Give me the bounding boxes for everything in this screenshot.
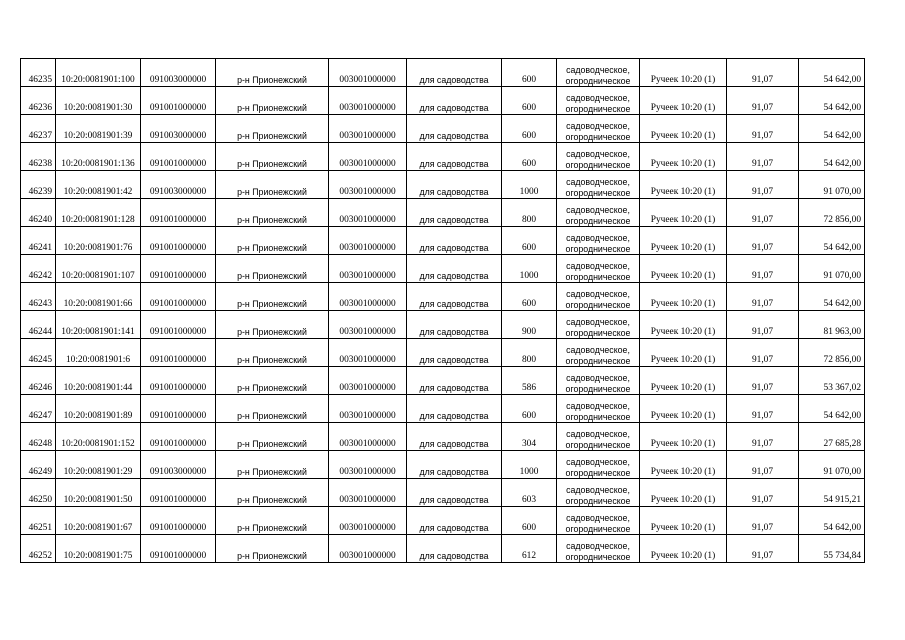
zone-cell: Ручеек 10:20 (1) (640, 339, 727, 367)
purpose-line-2: огородническое (565, 159, 631, 170)
usage-cell: для садоводства (407, 451, 502, 479)
purpose-cell (557, 283, 640, 311)
zone-cell: Ручеек 10:20 (1) (640, 171, 727, 199)
district-cell: р-н Прионежский (216, 535, 329, 563)
usage-cell: для садоводства (407, 171, 502, 199)
row-number-cell: 46243 (21, 283, 56, 311)
row-number-cell: 46246 (21, 367, 56, 395)
purpose-line-2: огородническое (565, 439, 631, 450)
purpose-cell (557, 423, 640, 451)
district-cell: р-н Прионежский (216, 451, 329, 479)
zone-cell: Ручеек 10:20 (1) (640, 507, 727, 535)
specific-value-cell: 91,07 (727, 311, 799, 339)
cadastral-number-cell: 10:20:0081901:141 (56, 311, 141, 339)
zone-cell: Ручеек 10:20 (1) (640, 255, 727, 283)
oktmo-code-cell: 091001000000 (141, 87, 216, 115)
area-cell: 1000 (502, 171, 557, 199)
oktmo-code-cell: 091001000000 (141, 199, 216, 227)
usage-cell: для садоводства (407, 339, 502, 367)
oktmo-code-cell: 091001000000 (141, 255, 216, 283)
area-cell: 586 (502, 367, 557, 395)
area-cell: 603 (502, 479, 557, 507)
area-cell: 600 (502, 227, 557, 255)
district-cell: р-н Прионежский (216, 479, 329, 507)
purpose-line-1: садоводческое, (566, 65, 630, 75)
table-row (21, 507, 865, 535)
purpose-line-2: огородническое (565, 551, 631, 562)
purpose-cell (557, 143, 640, 171)
table-row (21, 143, 865, 171)
zone-cell: Ручеек 10:20 (1) (640, 115, 727, 143)
cadastral-value-cell: 54 642,00 (799, 227, 865, 255)
purpose-cell (557, 535, 640, 563)
specific-value-cell: 91,07 (727, 283, 799, 311)
data-table (20, 58, 865, 563)
area-cell: 600 (502, 143, 557, 171)
row-number-cell: 46251 (21, 507, 56, 535)
cadastral-number-cell: 10:20:0081901:6 (56, 339, 141, 367)
oktmo-code-cell: 091001000000 (141, 395, 216, 423)
oktmo-code-cell: 091001000000 (141, 311, 216, 339)
oktmo-code-cell: 091001000000 (141, 507, 216, 535)
zone-cell: Ручеек 10:20 (1) (640, 227, 727, 255)
code-cell: 003001000000 (329, 227, 407, 255)
table-row (21, 367, 865, 395)
cadastral-value-cell: 54 642,00 (799, 395, 865, 423)
purpose-line-2: огородническое (565, 467, 631, 478)
row-number-cell: 46249 (21, 451, 56, 479)
usage-cell: для садоводства (407, 283, 502, 311)
zone-cell: Ручеек 10:20 (1) (640, 143, 727, 171)
purpose-line-2: огородническое (565, 327, 631, 338)
zone-cell: Ручеек 10:20 (1) (640, 535, 727, 563)
purpose-line-2: огородническое (565, 383, 631, 394)
row-number-cell: 46248 (21, 423, 56, 451)
oktmo-code-cell: 091003000000 (141, 451, 216, 479)
code-cell: 003001000000 (329, 507, 407, 535)
code-cell: 003001000000 (329, 423, 407, 451)
cadastral-value-cell: 54 642,00 (799, 87, 865, 115)
specific-value-cell: 91,07 (727, 423, 799, 451)
purpose-cell (557, 367, 640, 395)
specific-value-cell: 91,07 (727, 339, 799, 367)
table-body (21, 59, 865, 563)
area-cell: 612 (502, 535, 557, 563)
table-row (21, 339, 865, 367)
zone-cell: Ручеек 10:20 (1) (640, 423, 727, 451)
cadastral-number-cell: 10:20:0081901:107 (56, 255, 141, 283)
table-row (21, 255, 865, 283)
area-cell: 900 (502, 311, 557, 339)
oktmo-code-cell: 091001000000 (141, 227, 216, 255)
code-cell: 003001000000 (329, 143, 407, 171)
oktmo-code-cell: 091001000000 (141, 535, 216, 563)
district-cell: р-н Прионежский (216, 87, 329, 115)
area-cell: 600 (502, 395, 557, 423)
oktmo-code-cell: 091003000000 (141, 59, 216, 87)
oktmo-code-cell: 091001000000 (141, 339, 216, 367)
usage-cell: для садоводства (407, 507, 502, 535)
usage-cell: для садоводства (407, 311, 502, 339)
area-cell: 600 (502, 283, 557, 311)
table-row (21, 87, 865, 115)
table-row (21, 115, 865, 143)
purpose-line-2: огородническое (565, 103, 631, 114)
oktmo-code-cell: 091001000000 (141, 143, 216, 171)
purpose-cell (557, 115, 640, 143)
table-row (21, 283, 865, 311)
cadastral-value-cell: 27 685,28 (799, 423, 865, 451)
row-number-cell: 46244 (21, 311, 56, 339)
specific-value-cell: 91,07 (727, 395, 799, 423)
cadastral-number-cell: 10:20:0081901:30 (56, 87, 141, 115)
cadastral-value-cell: 91 070,00 (799, 171, 865, 199)
row-number-cell: 46247 (21, 395, 56, 423)
usage-cell: для садоводства (407, 367, 502, 395)
cadastral-value-cell: 54 915,21 (799, 479, 865, 507)
oktmo-code-cell: 091001000000 (141, 367, 216, 395)
cadastral-value-cell: 81 963,00 (799, 311, 865, 339)
table-row (21, 451, 865, 479)
purpose-line-1: садоводческое, (566, 429, 630, 439)
cadastral-number-cell: 10:20:0081901:67 (56, 507, 141, 535)
cadastral-value-cell: 55 734,84 (799, 535, 865, 563)
cadastral-number-cell: 10:20:0081901:42 (56, 171, 141, 199)
cadastral-value-cell: 54 642,00 (799, 507, 865, 535)
row-number-cell: 46237 (21, 115, 56, 143)
cadastral-number-cell: 10:20:0081901:44 (56, 367, 141, 395)
area-cell: 1000 (502, 255, 557, 283)
area-cell: 600 (502, 115, 557, 143)
usage-cell: для садоводства (407, 227, 502, 255)
row-number-cell: 46250 (21, 479, 56, 507)
purpose-line-1: садоводческое, (566, 121, 630, 131)
cadastral-value-cell: 72 856,00 (799, 339, 865, 367)
purpose-cell (557, 479, 640, 507)
purpose-cell (557, 59, 640, 87)
usage-cell: для садоводства (407, 143, 502, 171)
purpose-cell (557, 171, 640, 199)
table-row (21, 395, 865, 423)
row-number-cell: 46252 (21, 535, 56, 563)
specific-value-cell: 91,07 (727, 87, 799, 115)
purpose-cell (557, 507, 640, 535)
purpose-line-2: огородническое (565, 355, 631, 366)
cadastral-value-cell: 91 070,00 (799, 451, 865, 479)
specific-value-cell: 91,07 (727, 199, 799, 227)
purpose-cell (557, 199, 640, 227)
purpose-line-2: огородническое (565, 131, 631, 142)
row-number-cell: 46240 (21, 199, 56, 227)
code-cell: 003001000000 (329, 199, 407, 227)
cadastral-number-cell: 10:20:0081901:136 (56, 143, 141, 171)
specific-value-cell: 91,07 (727, 367, 799, 395)
code-cell: 003001000000 (329, 535, 407, 563)
usage-cell: для садоводства (407, 59, 502, 87)
district-cell: р-н Прионежский (216, 311, 329, 339)
purpose-cell (557, 311, 640, 339)
purpose-line-1: садоводческое, (566, 233, 630, 243)
specific-value-cell: 91,07 (727, 451, 799, 479)
oktmo-code-cell: 091003000000 (141, 115, 216, 143)
row-number-cell: 46239 (21, 171, 56, 199)
code-cell: 003001000000 (329, 311, 407, 339)
area-cell: 600 (502, 87, 557, 115)
row-number-cell: 46245 (21, 339, 56, 367)
oktmo-code-cell: 091003000000 (141, 171, 216, 199)
district-cell: р-н Прионежский (216, 423, 329, 451)
code-cell: 003001000000 (329, 255, 407, 283)
purpose-line-1: садоводческое, (566, 513, 630, 523)
purpose-line-1: садоводческое, (566, 373, 630, 383)
cadastral-value-cell: 72 856,00 (799, 199, 865, 227)
purpose-line-1: садоводческое, (566, 289, 630, 299)
table-row (21, 535, 865, 563)
district-cell: р-н Прионежский (216, 339, 329, 367)
oktmo-code-cell: 091001000000 (141, 283, 216, 311)
usage-cell: для садоводства (407, 87, 502, 115)
specific-value-cell: 91,07 (727, 255, 799, 283)
code-cell: 003001000000 (329, 59, 407, 87)
cadastral-value-cell: 54 642,00 (799, 115, 865, 143)
district-cell: р-н Прионежский (216, 255, 329, 283)
code-cell: 003001000000 (329, 339, 407, 367)
row-number-cell: 46241 (21, 227, 56, 255)
purpose-cell (557, 227, 640, 255)
cadastral-value-cell: 54 642,00 (799, 143, 865, 171)
code-cell: 003001000000 (329, 479, 407, 507)
zone-cell: Ручеек 10:20 (1) (640, 199, 727, 227)
oktmo-code-cell: 091001000000 (141, 479, 216, 507)
cadastral-number-cell: 10:20:0081901:39 (56, 115, 141, 143)
purpose-line-1: садоводческое, (566, 261, 630, 271)
purpose-line-1: садоводческое, (566, 541, 630, 551)
purpose-line-2: огородническое (565, 299, 631, 310)
code-cell: 003001000000 (329, 283, 407, 311)
zone-cell: Ручеек 10:20 (1) (640, 479, 727, 507)
purpose-line-2: огородническое (565, 523, 631, 534)
specific-value-cell: 91,07 (727, 227, 799, 255)
code-cell: 003001000000 (329, 115, 407, 143)
cadastral-value-cell: 54 642,00 (799, 59, 865, 87)
zone-cell: Ручеек 10:20 (1) (640, 311, 727, 339)
district-cell: р-н Прионежский (216, 59, 329, 87)
table-row (21, 59, 865, 87)
purpose-line-2: огородническое (565, 243, 631, 254)
district-cell: р-н Прионежский (216, 367, 329, 395)
specific-value-cell: 91,07 (727, 171, 799, 199)
area-cell: 600 (502, 59, 557, 87)
cadastral-number-cell: 10:20:0081901:29 (56, 451, 141, 479)
usage-cell: для садоводства (407, 423, 502, 451)
code-cell: 003001000000 (329, 87, 407, 115)
area-cell: 304 (502, 423, 557, 451)
cadastral-number-cell: 10:20:0081901:75 (56, 535, 141, 563)
purpose-line-1: садоводческое, (566, 457, 630, 467)
table-row (21, 199, 865, 227)
area-cell: 800 (502, 199, 557, 227)
usage-cell: для садоводства (407, 395, 502, 423)
specific-value-cell: 91,07 (727, 507, 799, 535)
district-cell: р-н Прионежский (216, 507, 329, 535)
zone-cell: Ручеек 10:20 (1) (640, 87, 727, 115)
oktmo-code-cell: 091001000000 (141, 423, 216, 451)
cadastral-value-cell: 53 367,02 (799, 367, 865, 395)
zone-cell: Ручеек 10:20 (1) (640, 451, 727, 479)
purpose-line-2: огородническое (565, 495, 631, 506)
district-cell: р-н Прионежский (216, 283, 329, 311)
purpose-cell (557, 395, 640, 423)
purpose-line-1: садоводческое, (566, 485, 630, 495)
cadastral-number-cell: 10:20:0081901:66 (56, 283, 141, 311)
specific-value-cell: 91,07 (727, 143, 799, 171)
table-row (21, 479, 865, 507)
purpose-cell (557, 339, 640, 367)
row-number-cell: 46242 (21, 255, 56, 283)
specific-value-cell: 91,07 (727, 115, 799, 143)
cadastral-number-cell: 10:20:0081901:152 (56, 423, 141, 451)
specific-value-cell: 91,07 (727, 535, 799, 563)
purpose-cell (557, 451, 640, 479)
code-cell: 003001000000 (329, 367, 407, 395)
table-row (21, 311, 865, 339)
cadastral-value-cell: 91 070,00 (799, 255, 865, 283)
purpose-line-2: огородническое (565, 187, 631, 198)
data-table-container (20, 58, 865, 563)
usage-cell: для садоводства (407, 199, 502, 227)
purpose-line-1: садоводческое, (566, 93, 630, 103)
zone-cell: Ручеек 10:20 (1) (640, 395, 727, 423)
specific-value-cell: 91,07 (727, 479, 799, 507)
specific-value-cell: 91,07 (727, 59, 799, 87)
area-cell: 600 (502, 507, 557, 535)
row-number-cell: 46238 (21, 143, 56, 171)
usage-cell: для садоводства (407, 255, 502, 283)
purpose-line-2: огородническое (565, 75, 631, 86)
district-cell: р-н Прионежский (216, 115, 329, 143)
usage-cell: для садоводства (407, 115, 502, 143)
area-cell: 1000 (502, 451, 557, 479)
table-row (21, 423, 865, 451)
district-cell: р-н Прионежский (216, 199, 329, 227)
usage-cell: для садоводства (407, 535, 502, 563)
usage-cell: для садоводства (407, 479, 502, 507)
code-cell: 003001000000 (329, 395, 407, 423)
district-cell: р-н Прионежский (216, 395, 329, 423)
purpose-line-2: огородническое (565, 411, 631, 422)
purpose-line-2: огородническое (565, 271, 631, 282)
code-cell: 003001000000 (329, 171, 407, 199)
purpose-line-1: садоводческое, (566, 401, 630, 411)
district-cell: р-н Прионежский (216, 171, 329, 199)
table-row (21, 171, 865, 199)
district-cell: р-н Прионежский (216, 143, 329, 171)
zone-cell: Ручеек 10:20 (1) (640, 59, 727, 87)
zone-cell: Ручеек 10:20 (1) (640, 283, 727, 311)
cadastral-number-cell: 10:20:0081901:89 (56, 395, 141, 423)
cadastral-number-cell: 10:20:0081901:100 (56, 59, 141, 87)
purpose-cell (557, 255, 640, 283)
purpose-line-2: огородническое (565, 215, 631, 226)
purpose-line-1: садоводческое, (566, 317, 630, 327)
purpose-line-1: садоводческое, (566, 345, 630, 355)
zone-cell: Ручеек 10:20 (1) (640, 367, 727, 395)
cadastral-number-cell: 10:20:0081901:128 (56, 199, 141, 227)
purpose-line-1: садоводческое, (566, 177, 630, 187)
cadastral-number-cell: 10:20:0081901:76 (56, 227, 141, 255)
row-number-cell: 46235 (21, 59, 56, 87)
cadastral-number-cell: 10:20:0081901:50 (56, 479, 141, 507)
row-number-cell: 46236 (21, 87, 56, 115)
table-row (21, 227, 865, 255)
purpose-line-1: садоводческое, (566, 149, 630, 159)
purpose-line-1: садоводческое, (566, 205, 630, 215)
cadastral-value-cell: 54 642,00 (799, 283, 865, 311)
area-cell: 800 (502, 339, 557, 367)
code-cell: 003001000000 (329, 451, 407, 479)
purpose-cell (557, 87, 640, 115)
district-cell: р-н Прионежский (216, 227, 329, 255)
